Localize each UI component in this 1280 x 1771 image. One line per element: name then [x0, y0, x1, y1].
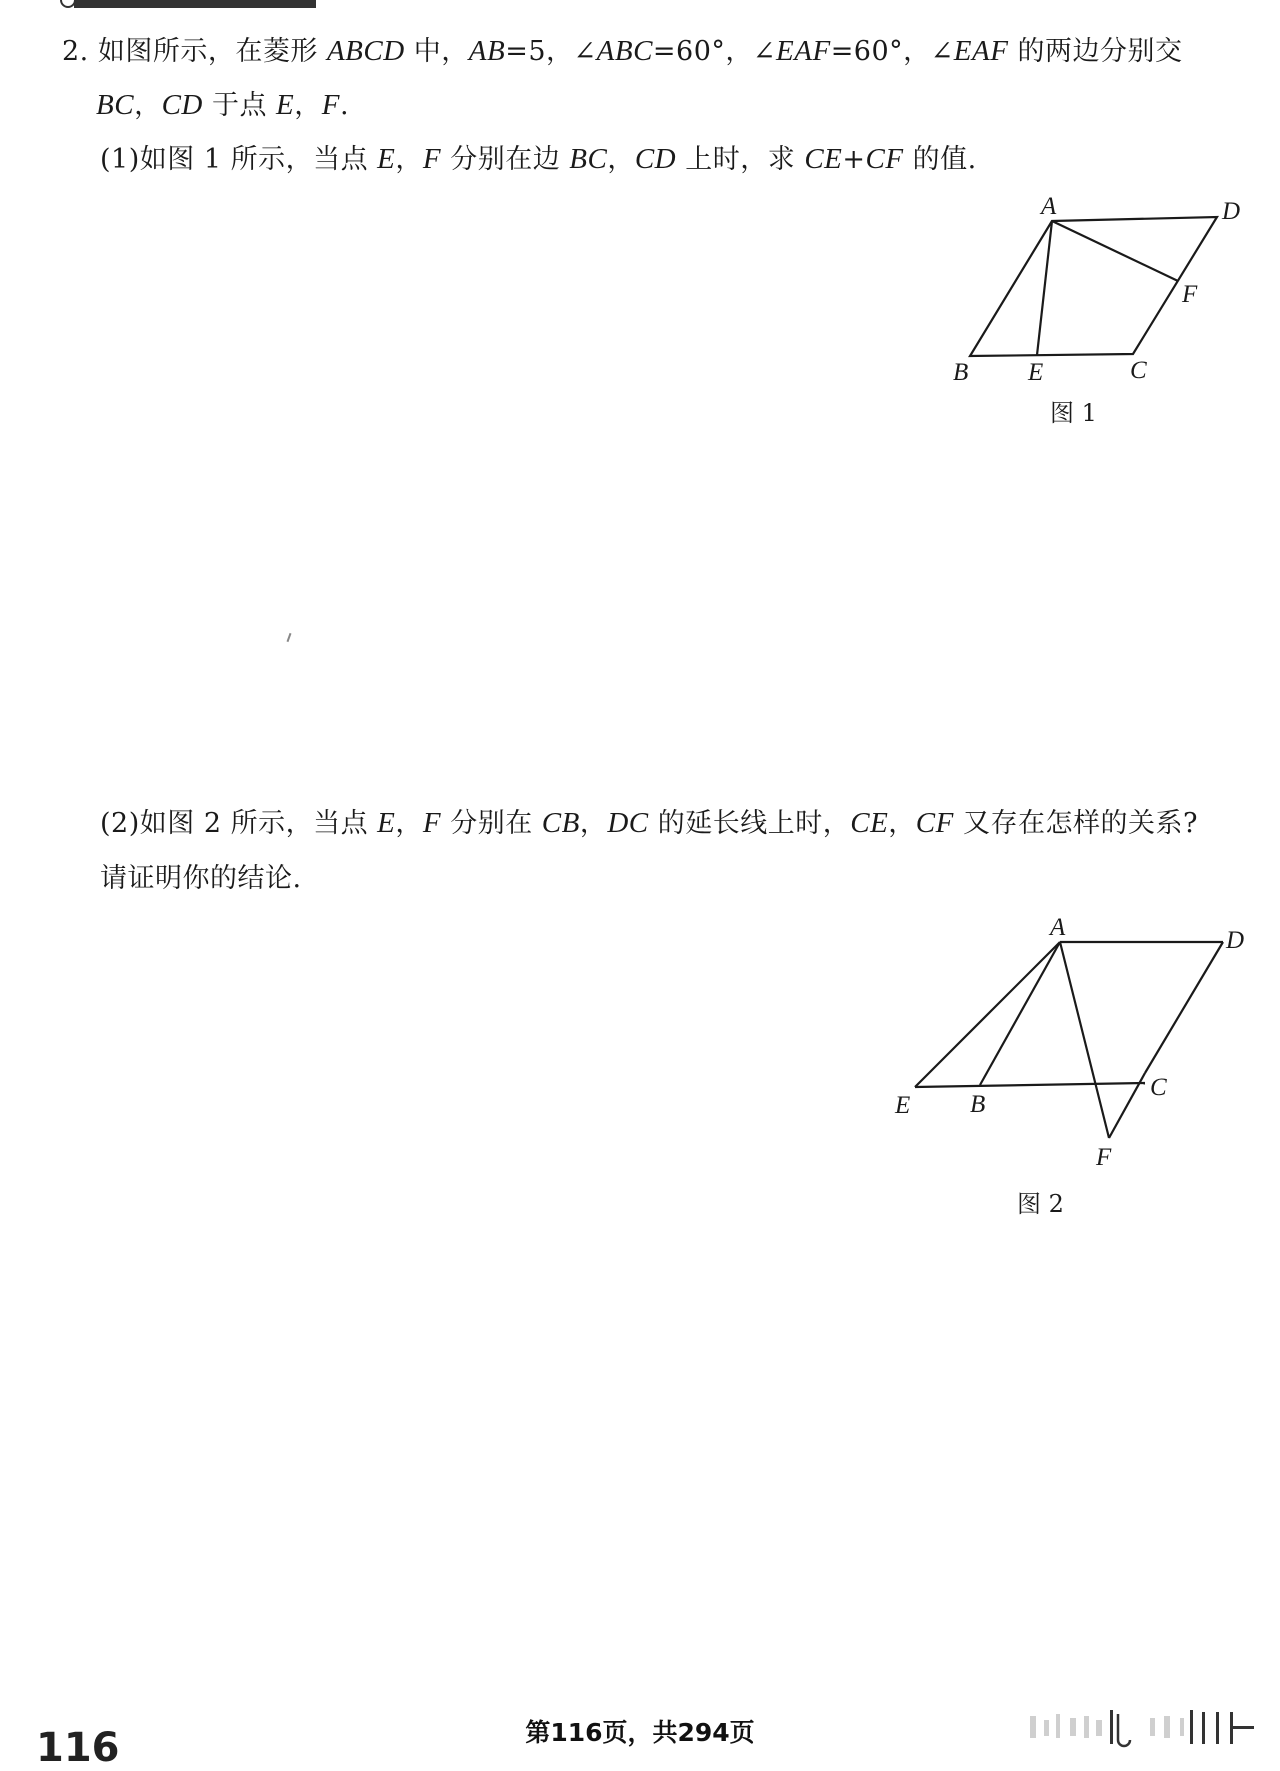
part2-question-line-1: (2)如图 2 所示，当点 E，F 分别在 CB，DC 的延长线上时，CE，CF 又存在怎样的关系? — [100, 807, 1198, 839]
figure-1-caption: 图 1 — [1050, 399, 1097, 427]
problem-stem-line-2: BC，CD 于点 E，F. — [96, 89, 350, 121]
rhombus-abcd — [970, 217, 1217, 356]
point-label-e: E — [1028, 359, 1044, 386]
segment-dc — [1145, 942, 1223, 1073]
point-label-f: F — [1096, 1144, 1112, 1171]
point-label-c: C — [1150, 1074, 1167, 1101]
point-label-b: B — [953, 359, 969, 386]
cropped-heading-remnant — [60, 0, 330, 10]
point-label-d: D — [1222, 198, 1241, 225]
point-label-f: F — [1182, 281, 1198, 308]
figure-2 — [880, 914, 1245, 1175]
part2-question-line-2: 请证明你的结论. — [100, 863, 302, 894]
page-number-cropped: 116 — [36, 1725, 120, 1771]
scan-stray-mark — [287, 633, 292, 642]
segment-ec — [915, 1083, 1145, 1087]
segment-ab — [980, 942, 1060, 1085]
problem-number: 2. — [62, 36, 89, 67]
point-label-e: E — [895, 1092, 911, 1119]
point-label-b: B — [970, 1091, 986, 1118]
figure-1 — [940, 190, 1240, 400]
problem-stem-line-1: 2. 如图所示，在菱形 ABCD 中，AB=5，∠ABC=60°，∠EAF=60°，∠EAF 的两边分别交 — [62, 35, 1183, 67]
segment-af — [1060, 942, 1109, 1138]
figure-1-diagram — [940, 190, 1240, 400]
point-label-d: D — [1226, 927, 1245, 954]
page-footer: 第116页，共294页 — [525, 1718, 755, 1747]
part1-question: (1)如图 1 所示，当点 E，F 分别在边 BC，CD 上时，求 CE+CF 的值. — [100, 143, 977, 175]
figure-2-caption: 图 2 — [1017, 1190, 1064, 1218]
point-label-a: A — [1050, 914, 1066, 941]
figure-2-diagram — [880, 914, 1245, 1175]
point-label-c: C — [1130, 357, 1147, 384]
point-label-a: A — [1041, 193, 1057, 220]
segment-ae — [915, 942, 1060, 1087]
segment-af — [1052, 221, 1178, 281]
